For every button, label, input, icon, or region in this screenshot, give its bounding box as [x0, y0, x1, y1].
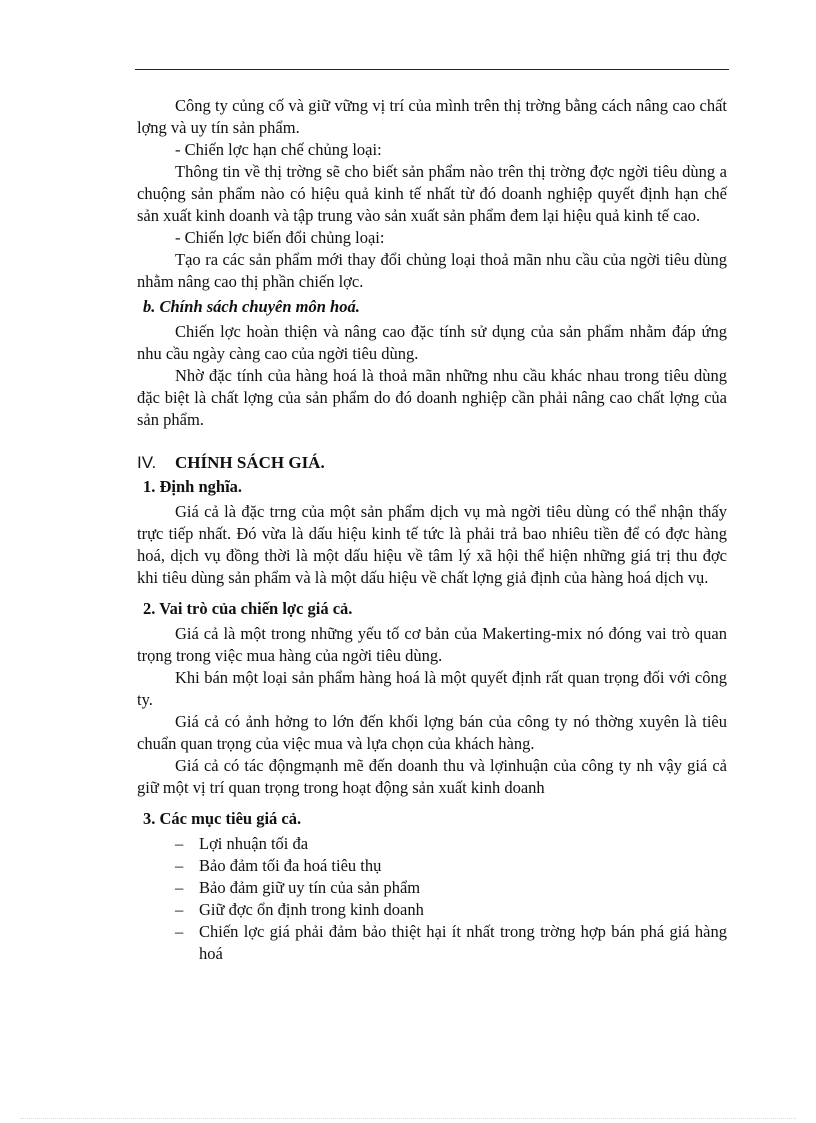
- paragraph: Giá cả có tác độngmạnh mẽ đến doanh thu và lợinhuận của công ty nh vậy giá cả giữ một vị trí quan trọng trong hoạt động sản xuất kinh doanh: [137, 756, 727, 797]
- section-title: CHÍNH SÁCH GIÁ.: [175, 453, 325, 472]
- list-item: – Lợi nhuận tối đa: [175, 834, 309, 853]
- list-item: – Chiến lợc giá phải đảm bảo thiệt hại ít nhất trong trờng hợp bán phá giá hàng hoá: [175, 922, 727, 963]
- section-iv-heading: [137, 451, 727, 475]
- paragraph: Nhờ đặc tính của hàng hoá là thoả mãn những nhu cầu khác nhau trong tiêu dùng đặc biệt là chất lợng của sản phẩm do đó doanh nghiệp cần phải nâng cao chất lợng của sản phẩm.: [137, 366, 727, 429]
- strategy-heading-limit: - Chiến lợc hạn chế chủng loại:: [175, 140, 382, 159]
- subsection-3-title: 3. Các mục tiêu giá cả.: [143, 809, 302, 828]
- document-body: [137, 95, 727, 965]
- bullet-dash: –: [175, 834, 184, 853]
- bullet-dash: –: [175, 900, 184, 919]
- bullet-dash: –: [175, 878, 184, 897]
- paragraph: Giá cả là đặc trng của một sản phẩm dịch vụ mà ngời tiêu dùng có thể nhận thấy trực tiếp nhất. Đó vừa là dấu hiệu kinh tế tức là phải trả bao nhiêu tiền để có đợc hàng hoá, dịch vụ đồng thời là một dấu hiệu về tâm lý xã hội thể hiện những giá trị thu đợc khi tiêu dùng sản phẩm và là một dấu hiệu về chất lợng giả định của hàng hoá dịch vụ.: [137, 502, 727, 587]
- list-item: – Bảo đảm giữ uy tín của sản phẩm: [175, 878, 421, 897]
- strategy-heading-change: - Chiến lợc biến đổi chủng loại:: [175, 228, 385, 247]
- paragraph: Giá cả có ảnh hởng to lớn đến khối lợng bán của công ty nó thờng xuyên là tiêu chuẩn quan trọng của việc mua và lựa chọn của khách hàng.: [137, 712, 727, 753]
- list-item: – Bảo đảm tối đa hoá tiêu thụ: [175, 856, 382, 875]
- bullet-dash: –: [175, 922, 184, 941]
- bullet-dash: –: [175, 856, 184, 875]
- paragraph: Khi bán một loại sản phẩm hàng hoá là một quyết định rất quan trọng đối với công ty.: [137, 668, 727, 709]
- paragraph: Tạo ra các sản phẩm mới thay đổi chủng loại thoả mãn nhu cầu của ngời tiêu dùng nhằm nâng cao thị phần chiến lợc.: [137, 250, 727, 291]
- section-number: IV.: [137, 453, 157, 472]
- price-objectives-list: [137, 833, 727, 965]
- list-item: – Giữ đợc ổn định trong kinh doanh: [175, 900, 424, 919]
- paragraph: Giá cả là một trong những yếu tố cơ bản của Makerting-mix nó đóng vai trò quan trọng trong việc mua hàng của ngời tiêu dùng.: [137, 624, 727, 665]
- header-rule: [135, 69, 729, 70]
- paragraph: Thông tin về thị trờng sẽ cho biết sản phẩm nào trên thị trờng đợc ngời tiêu dùng a chuộng sản phẩm nào có hiệu quả kinh tế nhất từ đó doanh nghiệp quyết định hạn chế sản xuất kinh doanh và tập trung vào sản xuất sản phẩm đem lại hiệu quả kinh tế cao.: [137, 162, 727, 225]
- subsection-1-title: 1. Định nghĩa.: [143, 477, 243, 496]
- subsection-2-title: 2. Vai trò của chiến lợc giá cả.: [143, 599, 353, 618]
- paragraph: Chiến lợc hoàn thiện và nâng cao đặc tính sử dụng của sản phẩm nhằm đáp ứng nhu cầu ngày càng cao của ngời tiêu dùng.: [137, 322, 727, 363]
- section-b-title: b. Chính sách chuyên môn hoá.: [143, 297, 360, 316]
- footer-dotted-rule: [20, 1118, 796, 1119]
- paragraph: Công ty củng cố và giữ vững vị trí của mình trên thị trờng bằng cách nâng cao chất lợng và uy tín sản phẩm.: [137, 96, 727, 137]
